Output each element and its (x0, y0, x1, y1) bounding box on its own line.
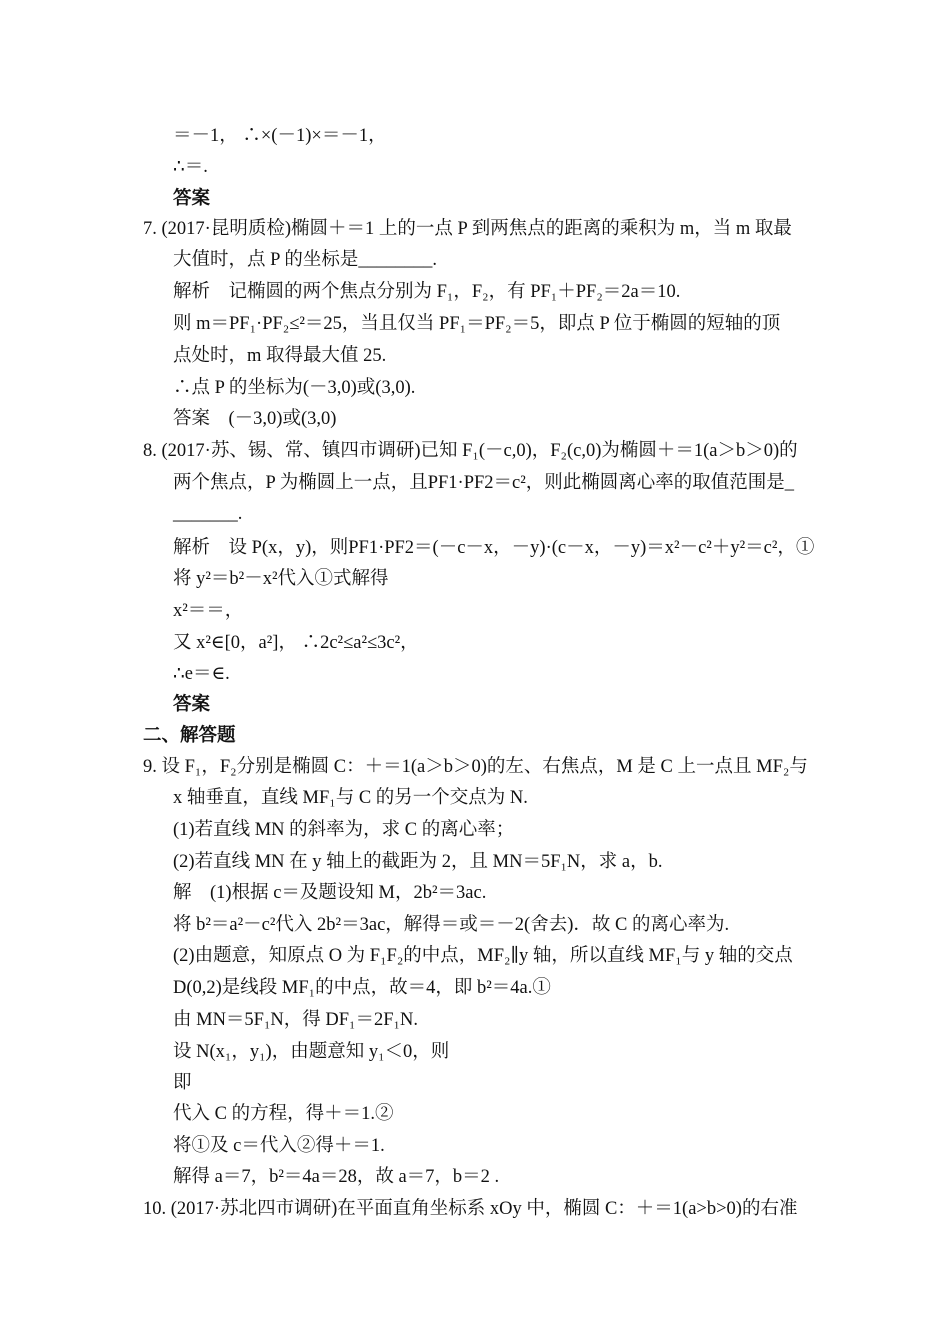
analysis-line: 解析 设 P(x，y)，则PF1·PF2＝(－c－x，－y)·(c－x，－y)＝x²－c²＋y²＝c²，① (173, 538, 815, 558)
question-10: 10. (2017·苏北四市调研)在平面直角坐标系 xOy 中，椭圆 C：＋＝1(a>b>0)的右准 (143, 1199, 798, 1219)
analysis-line: 解析 记椭圆的两个焦点分别为 F₁，F₂，有 PF₁＋PF₂＝2a＝10. (173, 282, 681, 302)
text-line: 大值时，点 P 的坐标是________. (173, 250, 437, 270)
text-line: 将 y²＝b²－x²代入①式解得 (173, 569, 389, 589)
text-line: ∴e＝∈. (173, 664, 230, 684)
answer-label: 答案 (173, 189, 211, 209)
text-line: (2)若直线 MN 在 y 轴上的截距为 2，且 MN＝5F₁N，求 a，b. (173, 852, 663, 872)
text-line: 设 N(x₁，y₁)，由题意知 y₁＜0，则 (173, 1042, 450, 1062)
text-line: 又 x²∈[0，a²]， ∴2c²≤a²≤3c²， (173, 633, 419, 653)
text-line: ＝－1， ∴×(－1)×＝－1， (173, 126, 387, 146)
solution-line: 解 (1)根据 c＝及题设知 M，2b²＝3ac. (173, 883, 487, 903)
answer-label: 答案 (173, 695, 211, 715)
question-8: 8. (2017·苏、锡、常、镇四市调研)已知 F₁(－c,0)，F₂(c,0)为椭圆＋＝1(a＞b＞0)的 (143, 441, 798, 461)
text-line: 即 (173, 1073, 192, 1093)
answer-line: 答案 (－3,0)或(3,0) (173, 409, 337, 429)
text-line: ∴点 P 的坐标为(－3,0)或(3,0). (173, 378, 416, 398)
text-line: 解得 a＝7，b²＝4a＝28，故 a＝7，b＝2 . (173, 1167, 500, 1187)
text-line: 将 b²＝a²－c²代入 2b²＝3ac，解得＝或＝－2(舍去)．故 C 的离心率为. (173, 915, 730, 935)
text-line: x 轴垂直，直线 MF₁与 C 的另一个交点为 N. (173, 788, 528, 808)
question-7: 7. (2017·昆明质检)椭圆＋＝1 上的一点 P 到两焦点的距离的乘积为 m，当 m 取最 (143, 219, 792, 239)
text-line: (2)由题意，知原点 O 为 F₁F₂的中点，MF₂∥y 轴，所以直线 MF₁与 y 轴的交点 (173, 946, 793, 966)
text-line: ∴＝. (173, 157, 208, 177)
text-line: (1)若直线 MN 的斜率为，求 C 的离心率； (173, 820, 515, 840)
text-line: 由 MN＝5F₁N，得 DF₁＝2F₁N. (173, 1010, 418, 1030)
question-9: 9. 设 F₁，F₂分别是椭圆 C：＋＝1(a＞b＞0)的左、右焦点，M 是 C 上一点且 MF₂与 (143, 757, 808, 777)
section-heading: 二、解答题 (143, 726, 236, 746)
text-line: _______. (173, 504, 243, 524)
text-line: 点处时，m 取得最大值 25. (173, 346, 387, 366)
text-line: 将①及 c＝代入②得＋＝1. (173, 1136, 385, 1156)
text-line: x²＝＝， (173, 601, 244, 621)
text-line: 则 m＝PF₁·PF₂≤²＝25，当且仅当 PF₁＝PF₂＝5，即点 P 位于椭圆的短轴的顶 (173, 314, 781, 334)
text-line: 代入 C 的方程，得＋＝1.② (173, 1104, 394, 1124)
text-line: D(0,2)是线段 MF₁的中点，故＝4，即 b²＝4a.① (173, 978, 551, 998)
text-line: 两个焦点，P 为椭圆上一点，且PF1·PF2＝c²，则此椭圆离心率的取值范围是_ (173, 473, 795, 493)
